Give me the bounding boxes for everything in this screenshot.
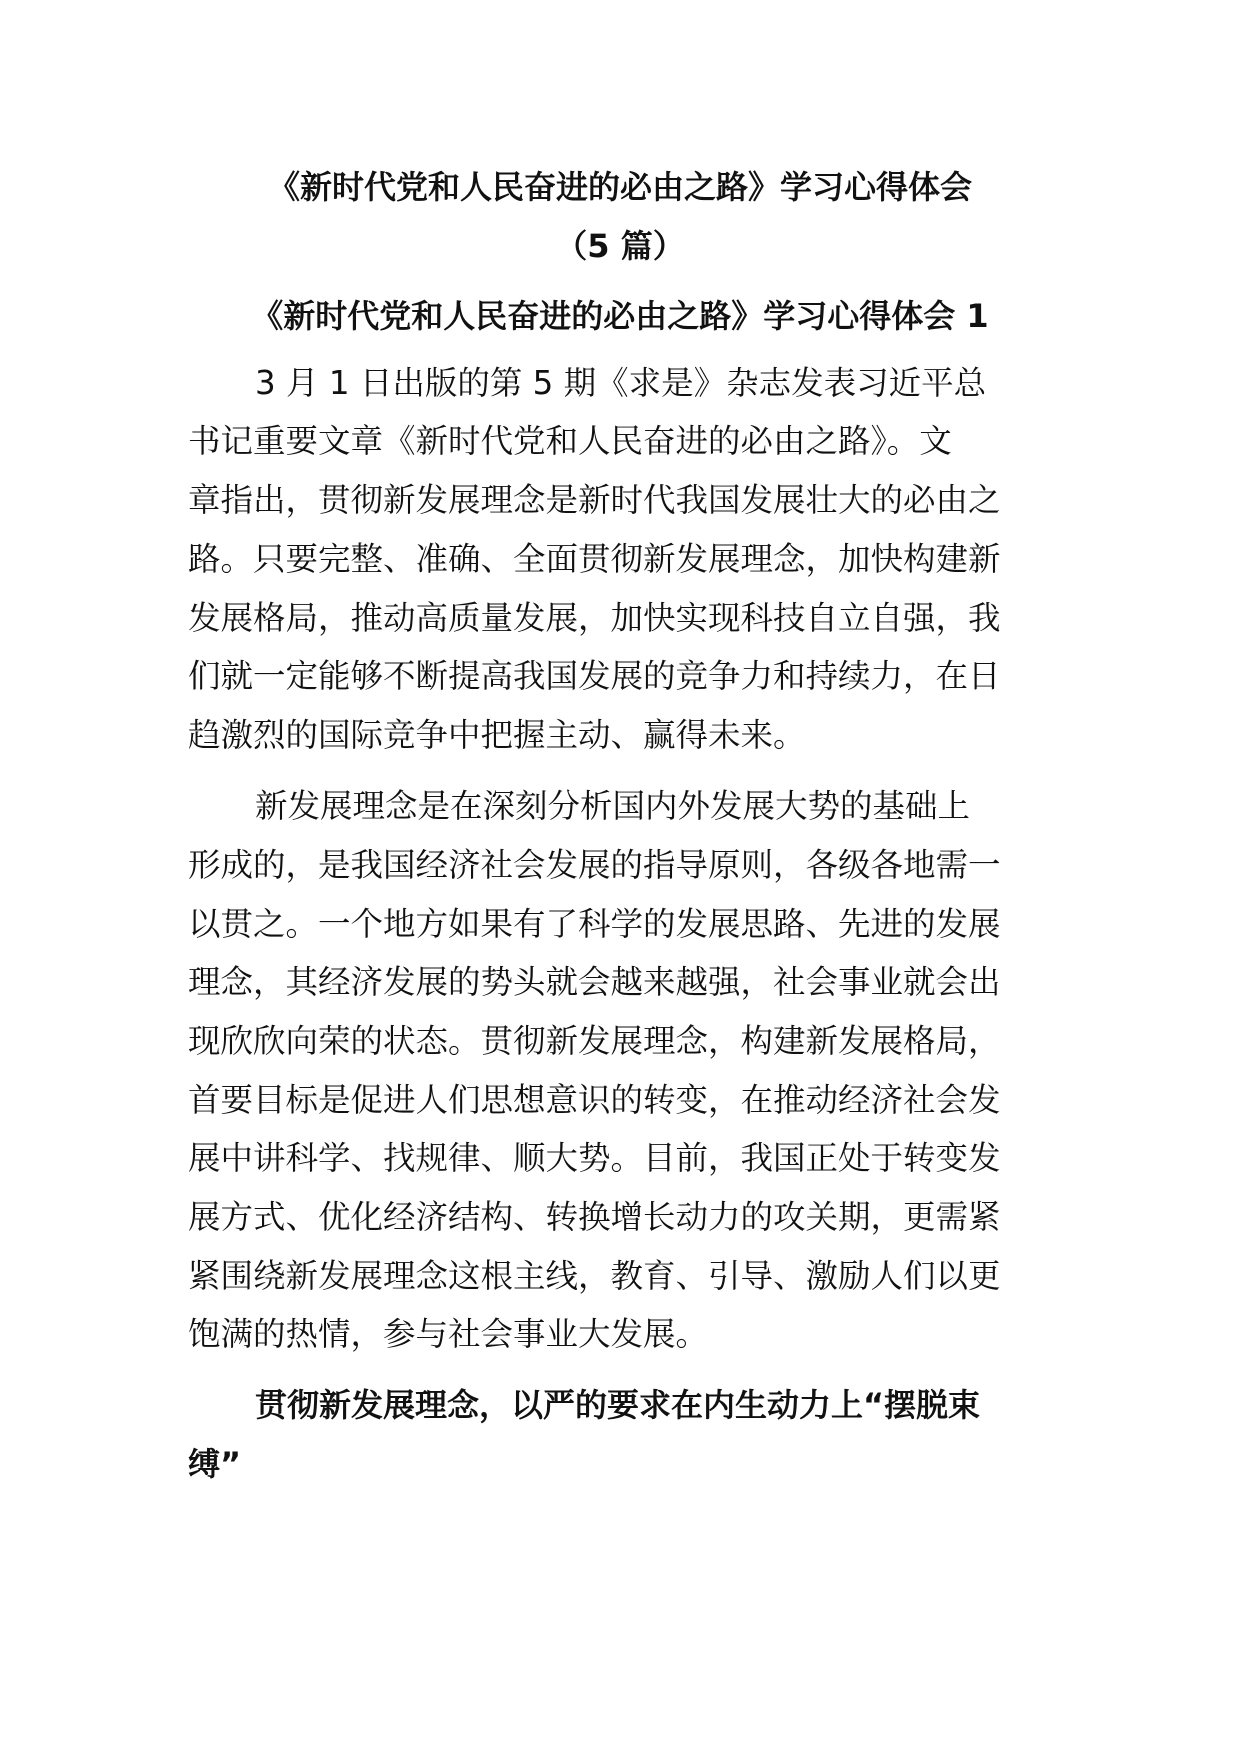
paragraph-2-line: 饱满的热情，参与社会事业大发展。 [188, 1315, 709, 1353]
paragraph-2-line: 展中讲科学、找规律、顺大势。目前，我国正处于转变发 [188, 1139, 1001, 1177]
subheading-line: 缚” [188, 1445, 242, 1483]
paragraph-2-line: 紧围绕新发展理念这根主线，教育、引导、激励人们以更 [188, 1257, 1001, 1295]
paragraph-1-line: 发展格局，推动高质量发展，加快实现科技自立自强，我 [188, 599, 1001, 637]
subheading-line: 贯彻新发展理念，以严的要求在内生动力上“摆脱束 [255, 1386, 981, 1424]
paragraph-2-line: 理念，其经济发展的势头就会越来越强，社会事业就会出 [188, 963, 1001, 1001]
section-title: 《新时代党和人民奋进的必由之路》学习心得体会 1 [251, 297, 989, 335]
document-title: 《新时代党和人民奋进的必由之路》学习心得体会 [267, 168, 972, 206]
paragraph-1-line: 3 月 1 日出版的第 5 期《求是》杂志发表习近平总 [255, 364, 987, 402]
paragraph-2-line: 首要目标是促进人们思想意识的转变，在推动经济社会发 [188, 1081, 1001, 1119]
paragraph-1-line: 章指出，贯彻新发展理念是新时代我国发展壮大的必由之 [188, 481, 1001, 519]
paragraph-2-line: 现欣欣向荣的状态。贯彻新发展理念，构建新发展格局， [188, 1022, 1001, 1060]
paragraph-2-line: 以贯之。一个地方如果有了科学的发展思路、先进的发展 [188, 905, 1001, 943]
document-title-count: （5 篇） [555, 227, 685, 265]
paragraph-1-line: 书记重要文章《新时代党和人民奋进的必由之路》。文 [188, 422, 952, 460]
paragraph-1-line: 趋激烈的国际竞争中把握主动、赢得未来。 [188, 716, 806, 754]
paragraph-1-line: 们就一定能够不断提高我国发展的竞争力和持续力，在日 [188, 657, 1001, 695]
paragraph-2-line: 新发展理念是在深刻分析国内外发展大势的基础上 [255, 787, 971, 825]
paragraph-2-line: 展方式、优化经济结构、转换增长动力的攻关期，更需紧 [188, 1198, 1001, 1236]
paragraph-1-line: 路。只要完整、准确、全面贯彻新发展理念，加快构建新 [188, 540, 1001, 578]
paragraph-2-line: 形成的，是我国经济社会发展的指导原则，各级各地需一 [188, 846, 1001, 884]
